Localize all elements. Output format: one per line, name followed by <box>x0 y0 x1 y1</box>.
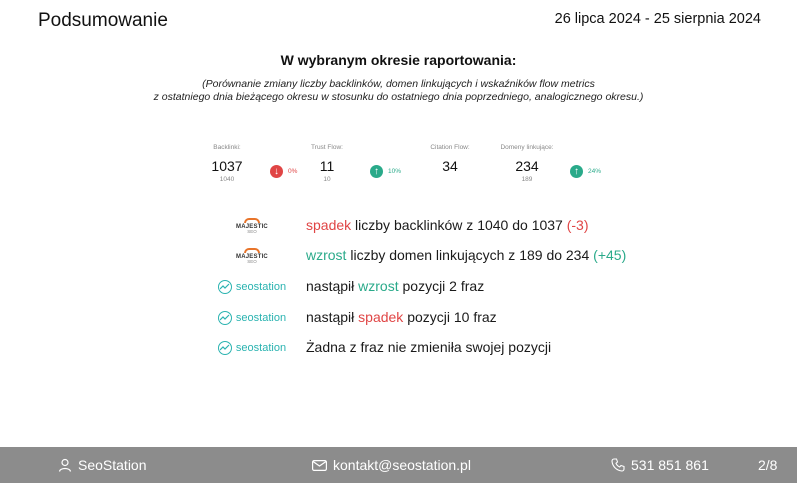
metric-value: 11 <box>319 158 335 174</box>
seostation-logo-word: seostation <box>235 281 287 293</box>
metric-previous: 1040 <box>219 176 235 183</box>
seostation-logo <box>210 275 294 299</box>
summary-body: pozycji 10 fraz <box>403 309 497 325</box>
seostation-trend-icon <box>218 280 232 294</box>
majestic-logo-sub: SEO <box>247 258 257 264</box>
date-range: 26 lipca 2024 - 25 sierpnia 2024 <box>554 11 761 27</box>
majestic-logo-word: MAJESTIC <box>236 223 268 230</box>
summary-row-phrases-up <box>0 275 797 299</box>
user-icon <box>58 458 72 472</box>
summary-highlight: spadek <box>358 309 404 325</box>
summary-text <box>306 247 626 263</box>
summary-text <box>306 217 589 233</box>
majestic-logo <box>210 214 294 238</box>
summary-body: liczby domen linkujących z 189 do 234 <box>346 247 594 263</box>
report-subnote <box>0 78 797 104</box>
summary-row-backlinks <box>0 214 797 238</box>
majestic-logo <box>210 244 294 268</box>
metric-label: Citation Flow: <box>430 144 470 151</box>
majestic-logo-sub: SEO <box>247 228 257 234</box>
summary-prefix: nastąpił <box>306 278 359 294</box>
seostation-trend-icon <box>218 341 232 355</box>
metric-label: Trust Flow: <box>311 144 343 151</box>
summary-body: pozycji 2 fraz <box>398 278 485 294</box>
seostation-logo <box>210 336 294 360</box>
seostation-logo <box>210 306 294 330</box>
summary-highlight: wzrost <box>358 278 399 294</box>
metric-value: 1037 <box>211 158 243 174</box>
footer-brand-label: SeoStation <box>78 457 147 473</box>
arrow-up-icon: ↑ <box>370 165 383 178</box>
majestic-sun-icon <box>244 248 260 253</box>
footer-brand <box>58 447 147 483</box>
metric-change: 24% <box>588 168 602 175</box>
metric-value: 34 <box>442 158 458 174</box>
footer-phone[interactable] <box>611 447 709 483</box>
summary-text <box>306 278 484 294</box>
subnote-line-1: (Porównanie zmiany liczby backlinków, domen linkujących i wskaźników flow metrics <box>202 78 595 90</box>
page-number <box>758 447 777 483</box>
footer-email-label[interactable]: kontakt@seostation.pl <box>333 457 471 473</box>
seostation-logo-word: seostation <box>235 312 287 324</box>
summary-highlight: wzrost <box>306 247 347 263</box>
page-number-label: 2/8 <box>758 457 778 473</box>
majestic-sun-icon <box>244 218 260 223</box>
footer-bar <box>0 447 797 483</box>
summary-text: Żadna z fraz nie zmieniła swojej pozycji <box>306 339 552 355</box>
summary-highlight: spadek <box>306 217 352 233</box>
seostation-trend-icon <box>218 311 232 325</box>
summary-row-phrases-down <box>0 306 797 330</box>
majestic-logo-word: MAJESTIC <box>236 253 268 260</box>
summary-row-domains <box>0 244 797 268</box>
phone-icon <box>611 458 625 472</box>
metric-change: 10% <box>388 168 402 175</box>
footer-phone-label[interactable]: 531 851 861 <box>631 457 709 473</box>
seostation-logo-word: seostation <box>235 342 287 354</box>
summary-body: liczby backlinków z 1040 do 1037 <box>351 217 567 233</box>
report-headline: W wybranym okresie raportowania: <box>280 52 517 68</box>
metric-label: Backlinki: <box>213 144 241 151</box>
summary-text <box>306 309 497 325</box>
summary-delta: (+45) <box>593 247 627 263</box>
metric-previous: 10 <box>323 176 331 183</box>
arrow-up-icon: ↑ <box>570 165 583 178</box>
metric-change: 0% <box>288 168 298 175</box>
subnote-line-2: z ostatniego dnia bieżącego okresu w stosunku do ostatniego dnia poprzedniego, analogicznego okresu.) <box>153 91 644 103</box>
arrow-down-icon: ↓ <box>270 165 283 178</box>
metric-label: Domeny linkujące: <box>500 144 554 151</box>
summary-delta: (-3) <box>566 217 589 233</box>
page-title: Podsumowanie <box>38 10 168 31</box>
mail-icon <box>312 460 327 471</box>
summary-prefix: nastąpił <box>306 309 359 325</box>
summary-row-phrases-unchanged <box>0 336 797 360</box>
metric-value: 234 <box>515 158 539 174</box>
metric-previous: 189 <box>521 176 533 183</box>
footer-email[interactable] <box>312 447 471 483</box>
